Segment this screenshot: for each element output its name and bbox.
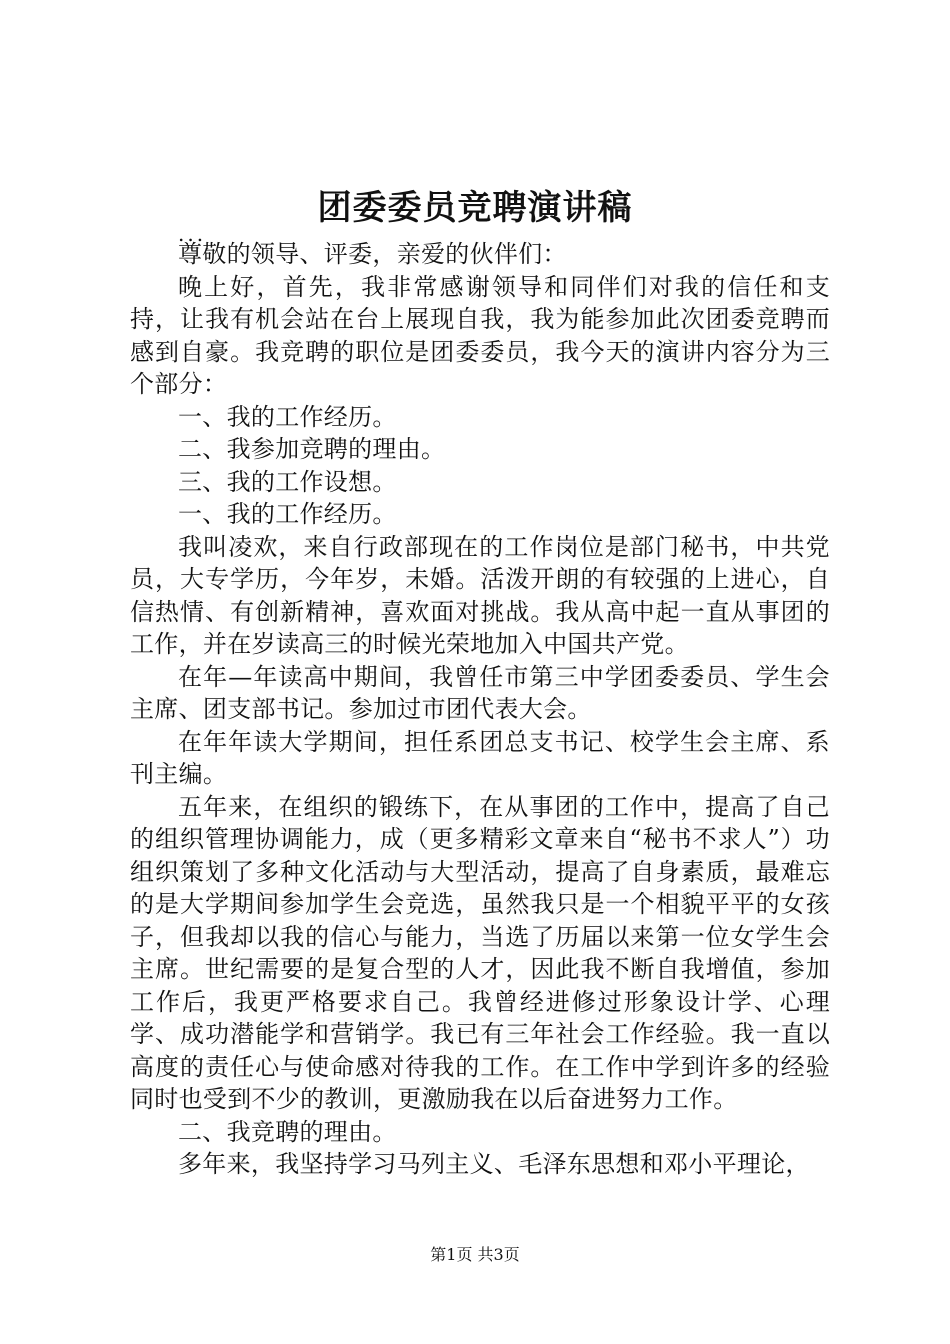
high-school-paragraph: 在年—年读高中期间，我曾任市第三中学团委委员、学生会主席、团支部书记。参加过市团代表大会。 [130, 662, 830, 723]
outline-item-3: 三、我的工作设想。 [178, 467, 397, 496]
outline-item-2: 二、我参加竞聘的理由。 [178, 435, 446, 463]
reasons-paragraph: 多年来，我坚持学习马列主义、毛泽东思想和邓小平理论， [178, 1150, 810, 1178]
self-introduction-paragraph: 我叫凌欢，来自行政部现在的工作岗位是部门秘书，中共党员，大专学历，今年岁，未婚。活泼开朗的有较强的上进心，自信热情、有创新精神，喜欢面对挑战。我从高中起一直从事团的工作，并在岁读高三的时候光荣地加入中国共产党。 [130, 532, 830, 658]
page-footer: 第1页 共3页 [430, 1245, 520, 1264]
outline-item-1: 一、我的工作经历。 [178, 402, 397, 431]
section-heading-reasons: 二、我竞聘的理由。 [178, 1117, 397, 1146]
section-heading-work-experience: 一、我的工作经历。 [178, 500, 397, 528]
university-paragraph: 在年年读大学期间，担任系团总支书记、校学生会主席、系刊主编。 [130, 727, 830, 788]
document-title: 团委委员竞聘演讲稿 [317, 188, 633, 228]
five-years-paragraph: 五年来，在组织的锻练下，在从事团的工作中，提高了自己的组织管理协调能力，成（更多精彩文章来自“秘书不求人”）功组织策划了多种文化活动与大型活动，提高了自身素质，最难忘的是大学期间参加学生会竞选，虽然我只是一个相貌平平的女孩子，但我却以我的信心与能力，当选了历届以来第一位女学生会主席。世纪需要的是复合型的人才，因此我不断自我增值，参加工作后，我更严格要求自己。我曾经进修过形象设计学、心理学、成功潜能学和营销学。我已有三年社会工作经验。我一直以高度的责任心与使命感对待我的工作。在工作中学到许多的经验同时也受到不少的教训，更激励我在以后奋进努力工作。 [130, 792, 830, 1113]
ellipsis-mark: ... [178, 222, 207, 246]
document-body [130, 238, 830, 1181]
intro-paragraph: 晚上好，首先，我非常感谢领导和同伴们对我的信任和支持，让我有机会站在台上展现自我，我为能参加此次团委竞聘而感到自豪。我竞聘的职位是团委委员，我今天的演讲内容分为三个部分： [130, 272, 830, 398]
salutation-paragraph: 尊敬的领导、评委，亲爱的伙伴们： [178, 240, 567, 268]
